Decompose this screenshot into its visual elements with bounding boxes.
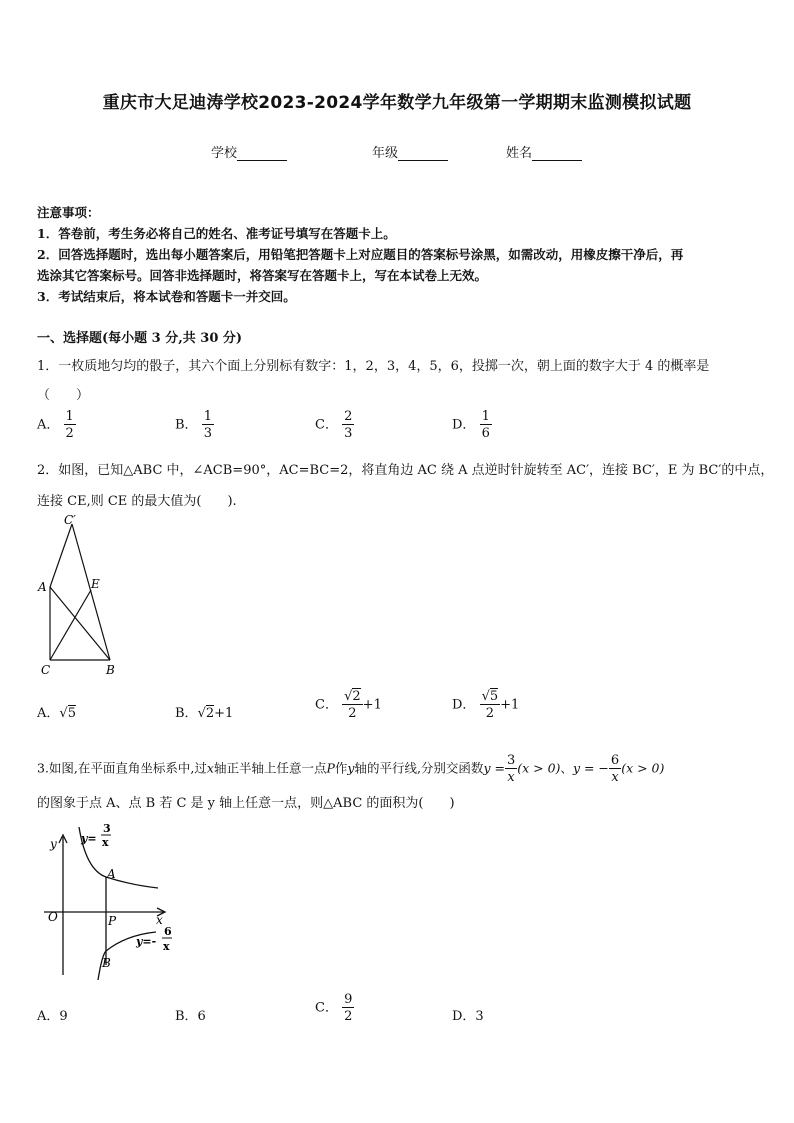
label-y-axis: y	[50, 837, 57, 851]
option-letter: D．	[452, 697, 476, 713]
q2-stem-line-2: 连接 CE,则 CE 的最大值为( ).	[37, 494, 237, 509]
q3-option-c[interactable]	[315, 993, 354, 1023]
label-origin: O	[48, 910, 58, 924]
grade-field	[372, 142, 448, 161]
option-letter: C．	[315, 1000, 338, 1016]
option-letter: A．	[37, 706, 60, 721]
q1-paren: （ ）	[37, 388, 90, 403]
radicand: 5	[67, 706, 76, 721]
note-item-2-line-2: 选涂其它答案标号。回答非选择题时，将答案写在答题卡上，写在本试卷上无效。	[37, 268, 488, 283]
option-letter: D．	[452, 417, 476, 433]
q1-option-b[interactable]	[175, 410, 214, 440]
fraction: $\frac{√2}{2}$	[344, 689, 361, 721]
note-item-2-line-1: 2．回答选择题时，选出每小题答案后，用铅笔把答题卡上对应题目的答案标号涂黑，如需改动，用橡皮擦干净后，再	[37, 247, 684, 262]
name-label: 姓名	[506, 146, 533, 161]
label-a: A	[38, 580, 47, 594]
plus-one: +1	[500, 697, 520, 713]
label-f2-den: x	[163, 940, 170, 953]
sqrt-symbol: √	[481, 689, 490, 704]
fraction: $\frac{1}{3}$	[203, 409, 212, 441]
label-e: E	[91, 577, 100, 591]
label-b: B	[102, 956, 111, 970]
label-a: A	[107, 867, 116, 881]
name-blank[interactable]	[532, 146, 582, 161]
q1-option-a[interactable]	[37, 410, 76, 440]
segment-ce	[50, 590, 91, 660]
option-letter: B．	[175, 706, 198, 721]
option-letter: B．	[175, 417, 198, 433]
fraction: $\frac{3}{x}$	[506, 753, 516, 785]
fraction: $\frac{9}{2}$	[344, 992, 353, 1024]
note-item-3: 3．考试结束后，将本试卷和答题卡一并交回。	[37, 289, 296, 304]
q3-graph-figure	[36, 815, 181, 980]
plus-one: +1	[214, 706, 234, 721]
label-x-axis: x	[156, 913, 163, 927]
label-f1-num: 3	[103, 822, 111, 835]
q3-option-d[interactable]: D．3	[452, 1009, 484, 1024]
label-f1-lhs: y=	[81, 832, 97, 845]
section-heading: 一、选择题(每小题 3 分,共 30 分)	[37, 331, 243, 346]
q3-stem-line-1: 3.如图,在平面直角坐标系中,过x轴正半轴上任意一点P作y轴的平行线,分别交函数y = $\frac{3}{x}$ (x > 0)、y = − $\frac{6}{x}$ (x > 0)	[37, 753, 665, 785]
radicand: 2	[205, 706, 215, 721]
q3-option-a[interactable]: A．9	[37, 1009, 68, 1024]
school-field	[211, 142, 287, 161]
q2-option-a[interactable]	[37, 702, 76, 721]
label-c-prime: C′	[64, 513, 76, 527]
label-f2-num: 6	[164, 925, 172, 938]
q2-option-d[interactable]	[452, 690, 519, 720]
q1-stem: 1．一枚质地匀均的骰子，其六个面上分别标有数字：1，2，3，4，5，6，投掷一次，朝上面的数字大于 4 的概率是	[37, 359, 710, 374]
q2-option-b[interactable]	[175, 702, 233, 721]
school-blank[interactable]	[237, 146, 287, 161]
fraction: $\frac{1}{6}$	[481, 409, 490, 441]
label-b: B	[106, 663, 115, 677]
segment-ab	[50, 587, 110, 660]
sqrt-symbol: √	[344, 689, 353, 704]
q3-option-b[interactable]: B．6	[175, 1009, 206, 1024]
segment-c-prime-b	[72, 524, 110, 660]
option-letter: C．	[315, 697, 338, 713]
option-letter: A．	[37, 417, 60, 433]
sqrt-symbol: √	[59, 706, 68, 721]
plus-one: +1	[362, 697, 382, 713]
q1-option-d[interactable]	[452, 410, 492, 440]
q3-stem-line-2: 的图象于点 A、点 B 若 C 是 y 轴上任意一点，则△ABC 的面积为( )	[37, 796, 455, 811]
q2-stem-line-1: 2．如图，已知△ABC 中，∠ACB=90°，AC=BC=2，将直角边 AC 绕 A 点逆时针旋转至 AC′，连接 BC′，E 为 BC′的中点，	[37, 463, 774, 478]
school-label: 学校	[211, 146, 238, 161]
grade-blank[interactable]	[398, 146, 448, 161]
label-f2-lhs: y=-	[136, 935, 157, 948]
fraction: $\frac{6}{x}$	[610, 753, 620, 785]
label-f1-den: x	[102, 836, 109, 849]
q2-option-c[interactable]	[315, 690, 382, 720]
fraction: $\frac{2}{3}$	[344, 409, 353, 441]
notes-heading: 注意事项：	[37, 205, 100, 220]
fraction: $\frac{√5}{2}$	[481, 689, 499, 721]
q1-option-c[interactable]	[315, 410, 354, 440]
label-p: P	[108, 914, 117, 928]
segment-ac-prime	[50, 524, 72, 587]
option-letter: C．	[315, 417, 338, 433]
grade-label: 年级	[372, 146, 399, 161]
page-title: 重庆市大足迪涛学校2023-2024学年数学九年级第一学期期末监测模拟试题	[102, 93, 692, 113]
sqrt-symbol: √	[197, 706, 206, 721]
label-c: C	[41, 663, 51, 677]
note-item-1: 1．答卷前，考生务必将自己的姓名、准考证号填写在答题卡上。	[37, 226, 396, 241]
name-field	[506, 142, 582, 161]
fraction: $\frac{1}{2}$	[65, 409, 74, 441]
q2-triangle-figure	[30, 510, 130, 685]
